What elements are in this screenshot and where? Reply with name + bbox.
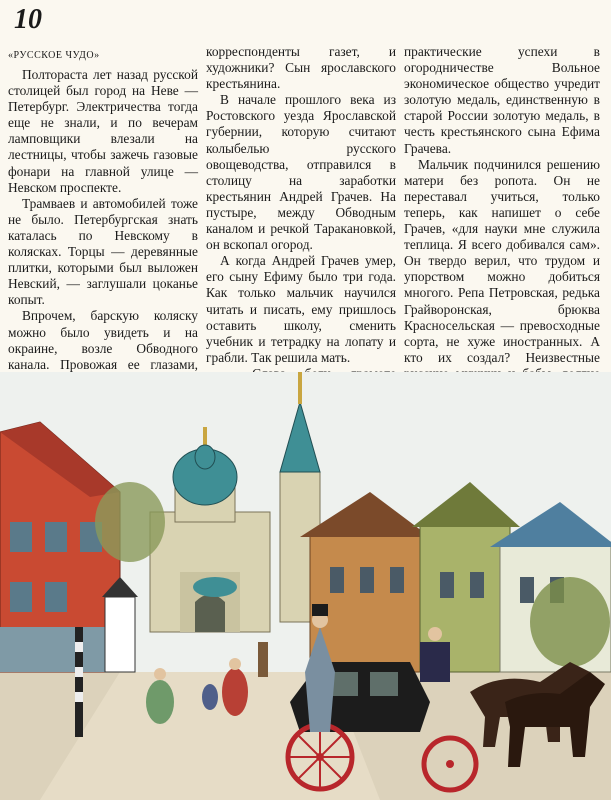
paragraph: В начале прошлого века из Ростовского уезда Ярославской губернии, которую считают колыбелью русского овощеводства, отправился в столицу на заработки крестьянин Андрей Грачев. На пустыре, между Обводным каналом и речкой Таракановкой, он вскопал огород.: [206, 92, 396, 253]
paragraph: А когда Андрей Грачев умер, его сыну Ефиму было три года. Как только мальчик научился читать и писать, ему пришлось оставить школу, сменить учебник и тетрадку на лопату и грабли. Так решила мать.: [206, 253, 396, 365]
paragraph: Мальчик подчинился решению матери без ропота. Он не переставал учиться, только теперь, как напишет о себе Грачев, «для науки мне служила теплица. Я всего добивался сам». Он твердо верил, что трудом и упорством можно добиться многого. Репа Петровская, редька Грайворонская, брюква Красносельская — превосходные сорта, не хуже иностранных. А кто их создал? Неизвестные: [404, 156, 600, 365]
paragraph: Полтораста лет назад русской столицей был город на Неве — Петербург. Электричества тогда еще не знали, и по вечерам ламповщики влезали на лестницы, чтобы зажечь газовые фонари на главной улице — Невском проспекте.: [8, 67, 198, 195]
street-illustration: [0, 372, 611, 800]
paragraph: Трамваев и автомобилей тоже не было. Петербургская знать каталась по Невскому в колясках. Торцы — деревянные плитки, которыми был выложен Невский, — заглушали цоканье копыт.: [8, 195, 198, 308]
rubric-label: «РУССКОЕ ЧУДО»: [8, 50, 100, 61]
paragraph: корреспонденты газет, и художники? Сын ярославского крестьянина.: [206, 44, 396, 92]
paragraph: Впрочем, барскую коляску можно было увидеть и на окраине, возле Обводного канала. Провожая ее глазами,: [8, 308, 198, 372]
street-scene-drawing: [0, 372, 611, 800]
page-number: 10: [14, 4, 42, 35]
paragraph: практические успехи в огородничестве Вольное экономическое общество учредит золотую медаль, единственную в старой России золотую медаль, в честь крестьянского сына Ефима Грачева.: [404, 44, 600, 156]
